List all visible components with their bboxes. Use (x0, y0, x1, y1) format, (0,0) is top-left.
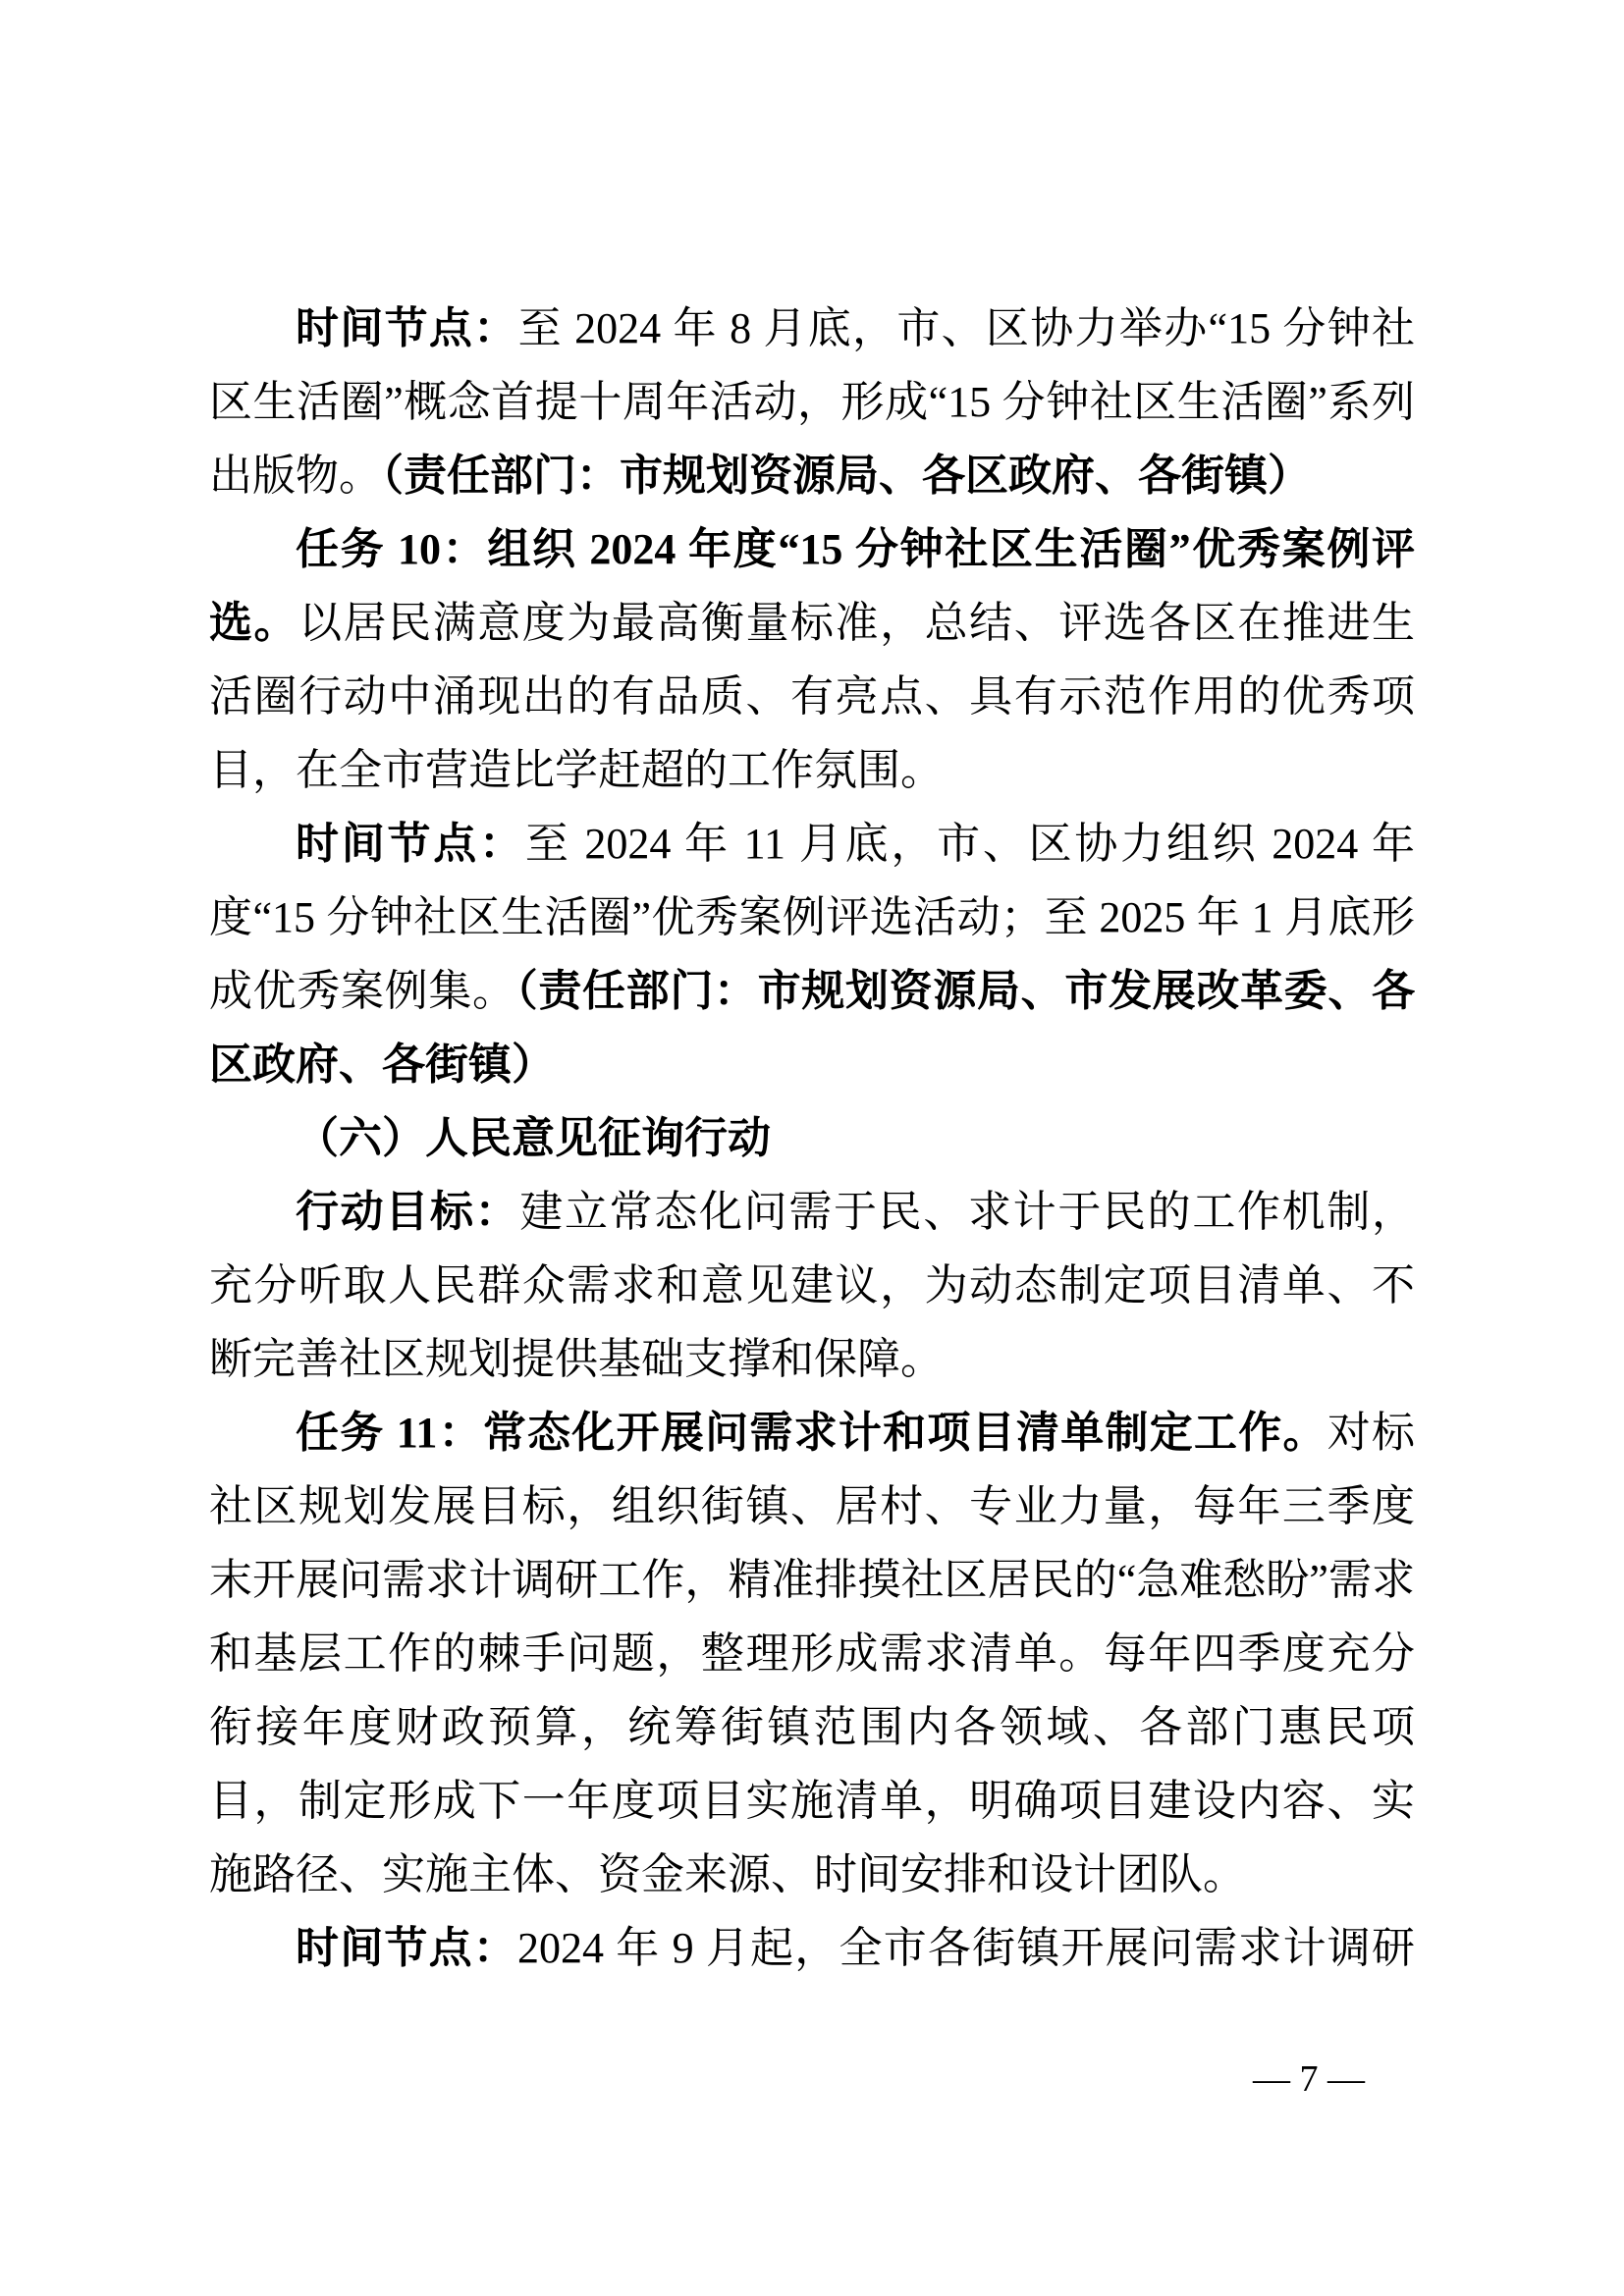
page-number: — 7 — (1253, 2058, 1365, 2100)
bold-text-run: 任务 10：组织 2024 年度“15 分钟社区生活圈”优秀案例评选。 (209, 525, 1415, 647)
paragraph (209, 1396, 1415, 1911)
text-run: 至 2024 年 11 月底，市、区协力组织 2024 年度“15 分钟社区生活圈”优秀案例评选活动；至 2025 年 1 月底形成优秀案例集。 (209, 820, 1416, 1015)
bold-text-run: （六）人民意见征询行动 (296, 1114, 771, 1162)
document-body (209, 292, 1415, 1985)
bold-text-run: 行动目标： (296, 1188, 520, 1236)
bold-text-run: （责任部门：市规划资源局、市发展改革委、各区政府、各街镇） (209, 967, 1416, 1089)
paragraph (209, 1101, 1415, 1175)
text-run: 建立常态化问需于民、求计于民的工作机制，充分听取人民群众需求和意见建议，为动态制定项目清单、不断完善社区规划提供基础支撑和保障。 (209, 1188, 1416, 1383)
text-run: 2024 年 9 月起，全市各街镇开展问需求计调研 (517, 1924, 1416, 1972)
paragraph (209, 512, 1415, 807)
paragraph (209, 807, 1415, 1101)
bold-text-run: 时间节点： (296, 1924, 518, 1972)
paragraph (209, 1175, 1415, 1396)
text-run: 对标社区规划发展目标，组织街镇、居村、专业力量，每年三季度末开展问需求计调研工作，精准排摸社区居民的“急难愁盼”需求和基层工作的棘手问题，整理形成需求清单。每年四季度充分衔接年度财政预算，统筹街镇范围内各领域、各部门惠民项目，制定形成下一年度项目实施清单，明确项目建设内容、实施路径、实施主体、资金来源、时间安排和设计团队。 (209, 1409, 1416, 1898)
paragraph (209, 292, 1415, 512)
bold-text-run: （责任部门：市规划资源局、各区政府、各街镇） (382, 452, 1311, 500)
paragraph (209, 1911, 1415, 1985)
bold-text-run: 时间节点： (296, 820, 525, 868)
bold-text-run: 时间节点： (296, 304, 518, 352)
text-run: 至 2024 年 8 月底，市、区协力举办“15 分钟社区生活圈”概念首提十周年活动，形成“15 分钟社区生活圈”系列出版物。 (209, 304, 1416, 500)
bold-text-run: 任务 11：常态化开展问需求计和项目清单制定工作。 (296, 1409, 1327, 1457)
text-run: 以居民满意度为最高衡量标准，总结、评选各区在推进生活圈行动中涌现出的有品质、有亮点、具有示范作用的优秀项目，在全市营造比学赶超的工作氛围。 (209, 599, 1415, 794)
